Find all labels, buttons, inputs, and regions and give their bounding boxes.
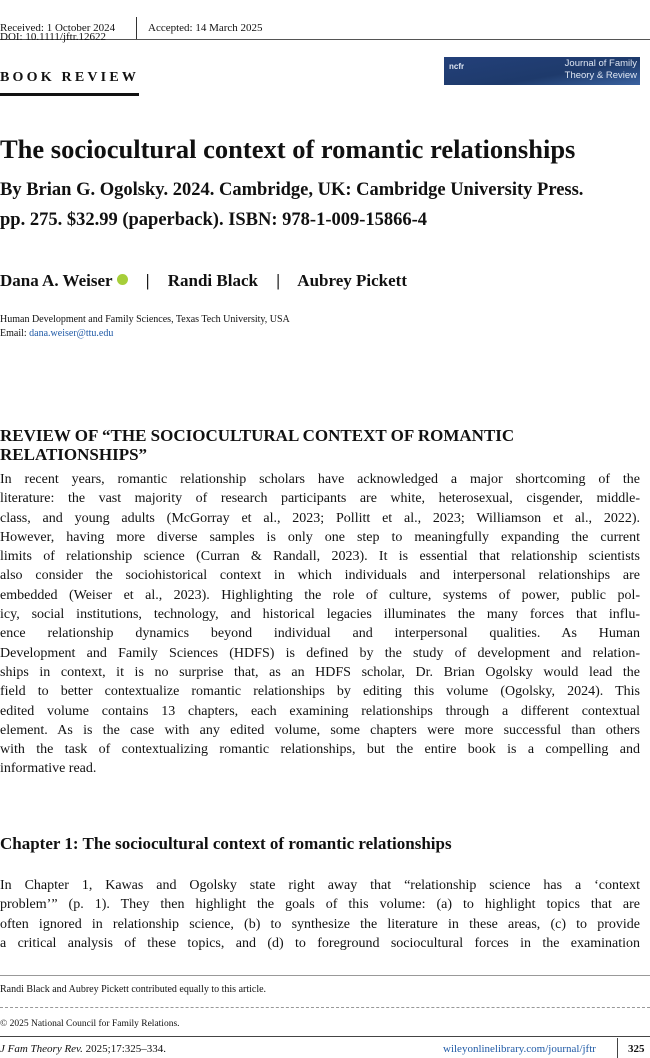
author[interactable]: Aubrey Pickett [297, 271, 407, 290]
text-line: Development and Family Sciences (HDFS) is defined by the study of development and relation- [0, 645, 640, 661]
text-line: with the task of contextualizing romantic relationships, but the entire book is a compelling and [0, 742, 640, 758]
book-details-line: By Brian G. Ogolsky. 2024. Cambridge, UK: Cambridge University Press. [0, 180, 584, 200]
text-line: field to better contextualize romantic relationships by editing this volume (Ogolsky, 2024). This [0, 684, 640, 700]
article-title: The sociocultural context of romantic relationships [0, 134, 576, 164]
text-line: often ignored in relationship science, (b) to synthesize the literature in these areas, (c) to provide [0, 916, 640, 932]
text-line: element. As is the case with any edited volume, some chapters were more successful than others [0, 722, 640, 738]
text-line: class, and young adults (McGorray et al., 2023; Pollitt et al., 2023; Williamson et al., 2022). [0, 510, 640, 526]
author[interactable]: Dana A. Weiser [0, 271, 113, 290]
text-line: embedded (Weiser et al., 2023). Highlighting the role of culture, systems of power, public pol- [0, 587, 640, 603]
text-line: ships in context, it is no surprise that, as an HDFS scholar, Dr. Brian Ogolsky would lead the [0, 664, 640, 680]
book-details [0, 175, 583, 235]
copyright: © 2025 National Council for Family Relations. [0, 1019, 180, 1029]
paragraph-chapter1 [0, 876, 640, 953]
ncfr-logo: ncfr [449, 62, 465, 71]
page-number: 325 [628, 1043, 645, 1055]
author-list: Dana A. Weiser | Randi Black | Aubrey Pickett [0, 271, 407, 290]
journal-name: Journal of Family Theory & Review [564, 58, 637, 81]
journal-url[interactable]: wileyonlinelibrary.com/journal/jftr [443, 1043, 596, 1055]
dotted-rule [0, 1007, 650, 1008]
received-date: Received: 1 October 2024 [0, 22, 116, 34]
orcid-icon[interactable] [117, 274, 128, 285]
text-line: limits of relationship science (Curran & Randall, 2023). It is essential that relationship scientists [0, 549, 640, 565]
footer-rule [0, 1036, 650, 1037]
footnote: Randi Black and Aubrey Pickett contributed equally to this article. [0, 984, 267, 995]
email-line: Email: dana.weiser@ttu.edu [0, 328, 114, 339]
journal-logo [444, 57, 640, 85]
text-line: edited volume contains 13 chapters, each examining relationships through a different contextual [0, 703, 640, 719]
divider [136, 17, 137, 39]
text-line: informative read. [0, 761, 97, 777]
text-line: also consider the sociohistorical context in which individuals and interpersonal relationships are [0, 568, 640, 584]
text-line: icy, social institutions, technology, and historical legacies illuminates the many forces that influ- [0, 607, 640, 623]
text-line: However, having more diverse samples is only one step to meaningfully expanding the current [0, 529, 640, 545]
citation: J Fam Theory Rev. 2025;17:325–334. [0, 1043, 167, 1055]
divider [617, 1038, 618, 1058]
doi[interactable]: DOI: 10.1111/jftr.12622 [0, 31, 107, 43]
text-line: ence relationship dynamics beyond individual and interpersonal qualities. As Human [0, 626, 640, 642]
text-line: In recent years, romantic relationship scholars have acknowledged a major shortcoming of the [0, 472, 640, 487]
text-line: problem’” (p. 1). They then highlight the goals of this volume: (a) to highlight topics that are [0, 897, 640, 913]
footnote-rule [0, 975, 650, 976]
text-line: a critical analysis of these topics, and (d) to foreground sociocultural forces in the examination [0, 935, 640, 951]
affiliation: Human Development and Family Sciences, Texas Tech University, USA [0, 314, 290, 325]
email-link[interactable]: dana.weiser@ttu.edu [29, 328, 114, 339]
text-line: literature: the vast majority of research participants are white, heterosexual, cisgender, middle- [0, 491, 640, 507]
accepted-date: Accepted: 14 March 2025 [148, 22, 263, 34]
author[interactable]: Randi Black [167, 271, 258, 290]
chapter-heading: Chapter 1: The sociocultural context of romantic relationships [0, 834, 452, 853]
book-details-line: pp. 275. $32.99 (paperback). ISBN: 978-1-009-15866-4 [0, 210, 428, 230]
text-line: In Chapter 1, Kawas and Ogolsky state right away that “relationship science has a ‘context [0, 878, 640, 893]
paragraph-intro [0, 470, 640, 779]
section-heading: REVIEW OF “THE SOCIOCULTURAL CONTEXT OF ROMANTIC RELATIONSHIPS” [0, 426, 515, 464]
section-label: BOOK REVIEW [0, 70, 139, 96]
